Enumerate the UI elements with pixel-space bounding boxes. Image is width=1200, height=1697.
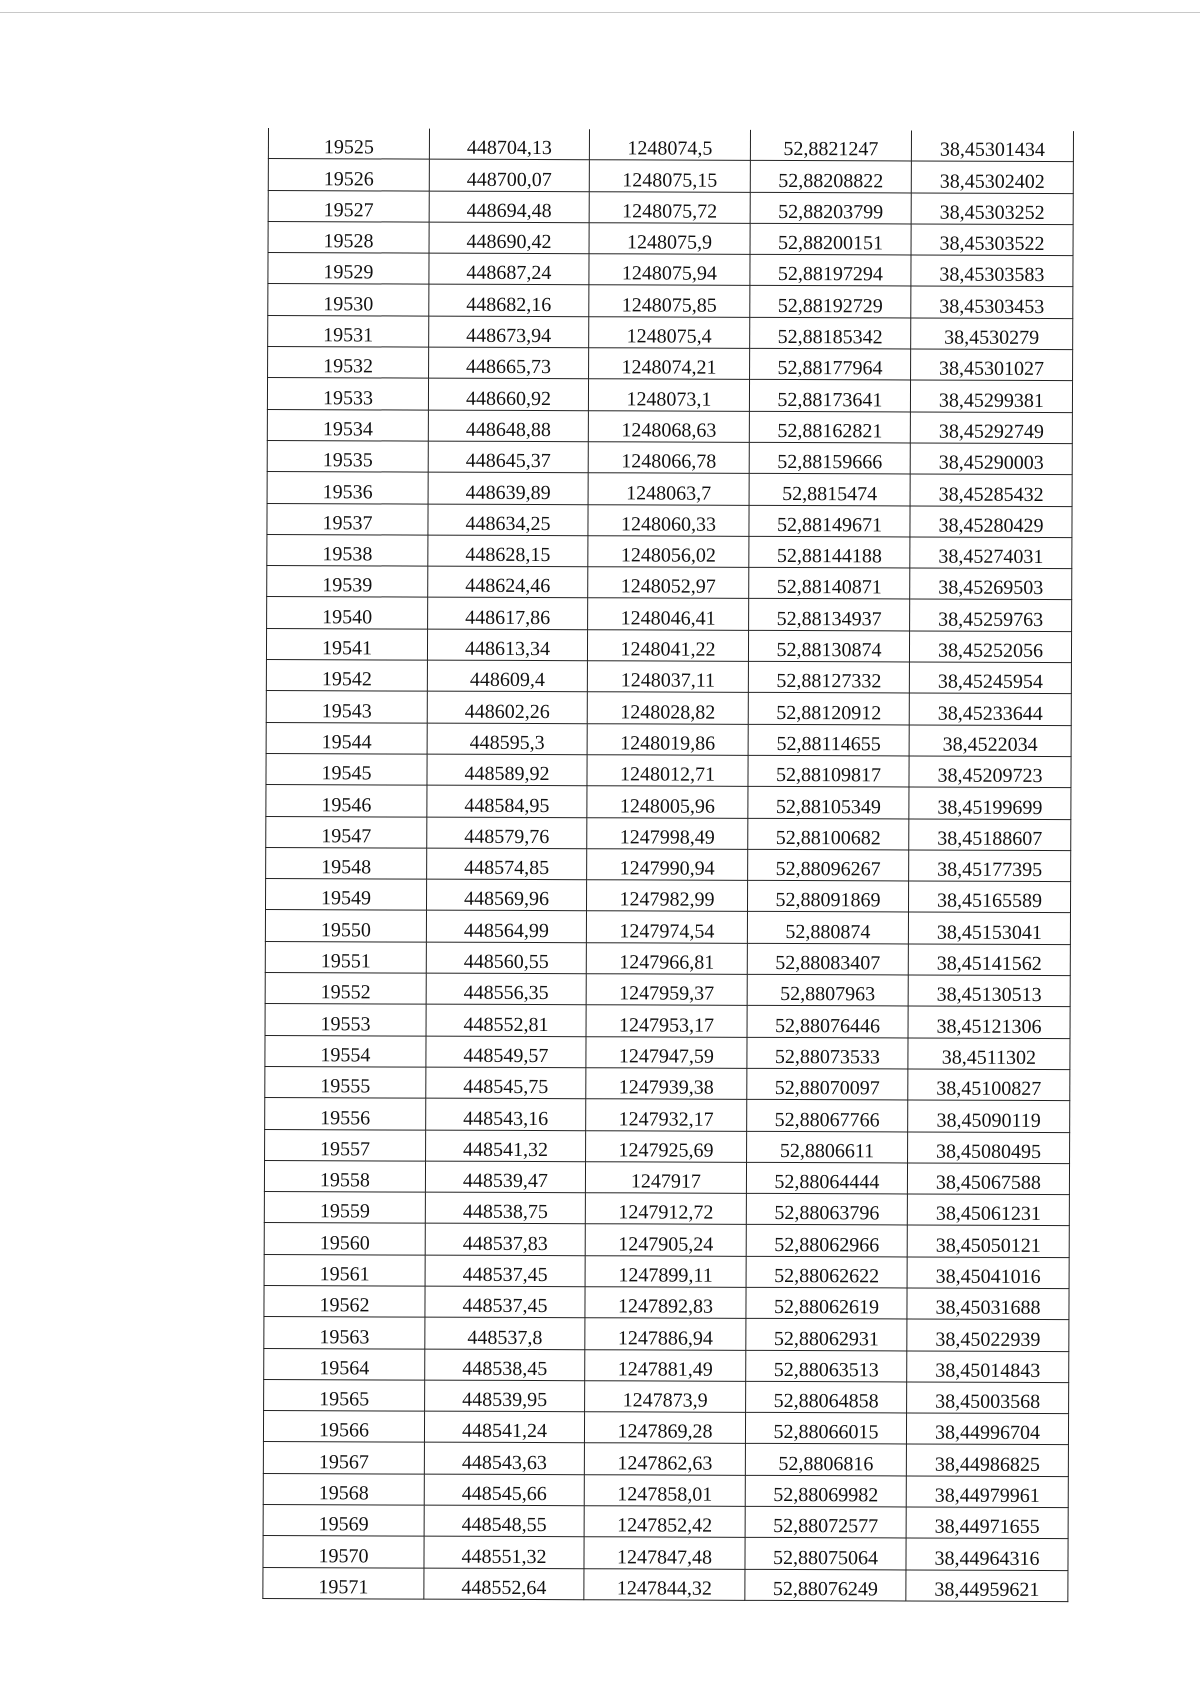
table-cell: 448552,64 (424, 1568, 584, 1600)
table-cell: 19549 (265, 879, 426, 911)
table-cell: 38,44979961 (906, 1476, 1068, 1508)
table-cell: 448545,75 (426, 1067, 586, 1099)
table-cell: 38,45269503 (910, 568, 1072, 600)
table-cell: 52,8806816 (745, 1444, 906, 1476)
table-cell: 38,45014843 (907, 1351, 1069, 1383)
table-cell: 448564,99 (426, 911, 586, 943)
table-cell: 448539,47 (425, 1161, 585, 1193)
table-cell: 19558 (264, 1160, 425, 1192)
table-cell: 52,88063513 (746, 1350, 907, 1382)
table-cell: 1247912,72 (585, 1193, 746, 1225)
table-cell: 52,88144188 (749, 536, 910, 568)
table-cell: 38,45301027 (911, 349, 1073, 381)
table-cell: 19545 (266, 753, 427, 785)
table-cell: 52,88083407 (747, 943, 908, 975)
table-cell: 19554 (265, 1035, 426, 1067)
table-cell: 52,88109817 (748, 755, 909, 787)
table-row (263, 1442, 1068, 1476)
table-row (264, 1285, 1069, 1319)
table-cell: 19562 (264, 1285, 425, 1317)
table-cell: 38,45233644 (909, 693, 1071, 725)
table-cell: 52,88073533 (747, 1037, 908, 1069)
table-cell: 38,45090119 (908, 1100, 1070, 1132)
table-cell: 19534 (267, 409, 428, 441)
table-row (267, 566, 1072, 600)
table-cell: 52,88070097 (747, 1068, 908, 1100)
table-cell: 52,8815474 (749, 474, 910, 506)
table-cell: 52,88067766 (747, 1100, 908, 1132)
table-row (266, 847, 1071, 881)
table-cell: 38,45100827 (908, 1069, 1070, 1101)
table-cell: 38,44971655 (906, 1507, 1068, 1539)
table-row (267, 409, 1072, 443)
table-cell: 19561 (264, 1254, 425, 1286)
table-row (268, 190, 1073, 224)
table-cell: 1248075,4 (589, 317, 750, 349)
table-cell: 448628,15 (428, 535, 588, 567)
table-cell: 52,88120912 (748, 693, 909, 725)
table-cell: 19556 (265, 1098, 426, 1130)
table-cell: 19546 (266, 785, 427, 817)
table-cell: 38,45141562 (908, 944, 1070, 976)
table-cell: 19569 (263, 1505, 424, 1537)
table-cell: 1248012,71 (587, 755, 748, 787)
table-cell: 52,88062931 (746, 1319, 907, 1351)
table-cell: 19529 (268, 253, 429, 285)
table-row (266, 628, 1071, 662)
table-cell: 52,88203799 (750, 192, 911, 224)
table-cell: 448538,75 (425, 1192, 585, 1224)
table-cell: 19548 (266, 847, 427, 879)
table-cell: 19567 (263, 1442, 424, 1474)
table-cell: 52,88066015 (745, 1413, 906, 1445)
table-row (265, 941, 1070, 975)
table-cell: 448569,96 (426, 879, 586, 911)
table-cell: 1248063,7 (588, 473, 749, 505)
table-cell: 1248037,11 (587, 661, 748, 693)
table-cell: 1247873,9 (585, 1381, 746, 1413)
table-cell: 19560 (264, 1223, 425, 1255)
table-row (266, 722, 1071, 756)
table-cell: 38,44959621 (906, 1570, 1068, 1602)
table-cell: 1248019,86 (587, 723, 748, 755)
table-cell: 448617,86 (428, 598, 588, 630)
table-cell: 38,45285432 (910, 474, 1072, 506)
table-cell: 38,45280429 (910, 506, 1072, 538)
table-cell: 52,88185342 (750, 317, 911, 349)
table-cell: 19533 (267, 378, 428, 410)
table-cell: 52,88134937 (749, 599, 910, 631)
table-cell: 38,45303583 (911, 255, 1073, 287)
table-cell: 448574,85 (427, 848, 587, 880)
table-cell: 52,88091869 (747, 880, 908, 912)
table-cell: 38,45022939 (907, 1319, 1069, 1351)
table-cell: 448613,34 (427, 629, 587, 661)
table-cell: 448602,26 (427, 691, 587, 723)
table-cell: 19525 (268, 128, 429, 159)
table-cell: 19555 (265, 1066, 426, 1098)
table-cell: 19530 (268, 284, 429, 316)
table-cell: 19568 (263, 1473, 424, 1505)
table-cell: 1247881,49 (585, 1349, 746, 1381)
table-row (264, 1348, 1069, 1382)
table-row (263, 1536, 1068, 1570)
table-cell: 38,44986825 (906, 1444, 1068, 1476)
table-cell: 448700,07 (429, 159, 589, 191)
table-cell: 52,88197294 (750, 255, 911, 287)
table-row (267, 378, 1072, 412)
table-cell: 1248074,21 (589, 348, 750, 380)
table-cell: 38,45301434 (911, 130, 1073, 161)
table-cell: 19557 (265, 1129, 426, 1161)
table-row (263, 1567, 1068, 1601)
table-cell: 38,45245954 (909, 662, 1071, 694)
table-row (267, 440, 1072, 474)
table-cell: 52,880874 (747, 912, 908, 944)
table-cell: 52,88162821 (749, 411, 910, 443)
table-cell: 1248005,96 (587, 786, 748, 818)
table-cell: 38,45209723 (909, 756, 1071, 788)
table-cell: 52,88173641 (749, 380, 910, 412)
table-cell: 52,88072577 (745, 1506, 906, 1538)
table-cell: 19565 (264, 1379, 425, 1411)
table-cell: 1247966,81 (586, 942, 747, 974)
table-cell: 1248075,15 (589, 160, 750, 192)
table-cell: 448595,3 (427, 723, 587, 755)
scan-edge-line (0, 12, 1200, 13)
table-row (267, 534, 1072, 568)
table-cell: 19537 (267, 503, 428, 535)
table-cell: 1247862,63 (584, 1443, 745, 1475)
table-row (265, 1098, 1070, 1132)
table-cell: 448537,45 (425, 1255, 585, 1287)
table-cell: 19544 (266, 722, 427, 754)
table-cell: 38,45274031 (910, 537, 1072, 569)
table-cell: 448548,55 (424, 1505, 584, 1537)
table-cell: 38,45302402 (911, 161, 1073, 193)
table-cell: 52,88140871 (749, 568, 910, 600)
table-row (263, 1473, 1068, 1507)
table-cell: 19543 (266, 691, 427, 723)
table-cell: 52,88062966 (746, 1225, 907, 1257)
table-cell: 38,45003568 (907, 1382, 1069, 1414)
table-cell: 1248046,41 (588, 598, 749, 630)
table-row (267, 503, 1072, 537)
table-cell: 1248075,94 (589, 254, 750, 286)
table-row (265, 879, 1070, 913)
table-cell: 448660,92 (428, 378, 588, 410)
table-cell: 19542 (266, 660, 427, 692)
table-cell: 38,45067588 (907, 1163, 1069, 1195)
table-cell: 38,45292749 (910, 412, 1072, 444)
table-cell: 52,88076249 (745, 1569, 906, 1601)
table-row (264, 1317, 1069, 1351)
table-cell: 448624,46 (428, 566, 588, 598)
table-body (263, 128, 1074, 1602)
table-row (266, 691, 1071, 725)
table-cell: 1247947,59 (586, 1036, 747, 1068)
table-cell: 19527 (268, 190, 429, 222)
table-row (268, 128, 1073, 162)
table-cell: 38,45130513 (908, 975, 1070, 1007)
table-cell: 448687,24 (429, 253, 589, 285)
table-cell: 19528 (268, 221, 429, 253)
table-row (263, 1505, 1068, 1539)
table-row (264, 1254, 1069, 1288)
table-cell: 1248074,5 (589, 129, 750, 160)
table-cell: 1247998,49 (587, 817, 748, 849)
table-cell: 52,88105349 (748, 787, 909, 819)
table-cell: 19531 (268, 315, 429, 347)
table-cell: 38,45041016 (907, 1257, 1069, 1289)
table-cell: 448589,92 (427, 754, 587, 786)
table-cell: 38,4511302 (908, 1038, 1070, 1070)
table-cell: 19552 (265, 973, 426, 1005)
table-cell: 448551,32 (424, 1536, 584, 1568)
table-cell: 38,45259763 (910, 599, 1072, 631)
table-cell: 19526 (268, 159, 429, 191)
table-cell: 1248066,78 (588, 442, 749, 474)
table-cell: 38,45199699 (909, 787, 1071, 819)
table-cell: 38,44996704 (906, 1413, 1068, 1445)
table-row (267, 597, 1072, 631)
table-cell: 1247959,37 (586, 974, 747, 1006)
table-cell: 38,45121306 (908, 1006, 1070, 1038)
table-cell: 38,45050121 (907, 1225, 1069, 1257)
table-row (265, 1066, 1070, 1100)
table-cell: 1247932,17 (586, 1099, 747, 1131)
table-cell: 38,45299381 (910, 380, 1072, 412)
table-cell: 448694,48 (429, 191, 589, 223)
table-cell: 1247917 (585, 1162, 746, 1194)
table-row (268, 221, 1073, 255)
table-cell: 52,88114655 (748, 724, 909, 756)
table-cell: 448665,73 (429, 347, 589, 379)
table-cell: 52,8807963 (747, 974, 908, 1006)
table-cell: 52,88200151 (750, 223, 911, 255)
table-row (266, 753, 1071, 787)
table-cell: 19550 (265, 910, 426, 942)
table-cell: 19566 (263, 1411, 424, 1443)
table-cell: 1248041,22 (587, 629, 748, 661)
table-cell: 38,45080495 (908, 1131, 1070, 1163)
table-row (265, 1129, 1070, 1163)
table-cell: 448537,8 (425, 1317, 585, 1349)
table-cell: 52,88208822 (750, 161, 911, 193)
table-cell: 38,44964316 (906, 1538, 1068, 1570)
table-row (266, 816, 1071, 850)
table-cell: 448579,76 (427, 817, 587, 849)
table-cell: 448539,95 (425, 1380, 585, 1412)
table-cell: 1248068,63 (588, 410, 749, 442)
coordinates-table (262, 128, 1074, 1602)
table-cell: 1248052,97 (588, 567, 749, 599)
table-cell: 1247899,11 (585, 1255, 746, 1287)
table-cell: 448704,13 (429, 129, 589, 160)
table-cell: 52,8806611 (747, 1131, 908, 1163)
table-cell: 1247892,83 (585, 1287, 746, 1319)
table-cell: 52,8821247 (750, 130, 911, 161)
table-cell: 52,88177964 (750, 348, 911, 380)
table-cell: 38,4530279 (911, 318, 1073, 350)
table-row (265, 1035, 1070, 1069)
table-cell: 448538,45 (425, 1349, 585, 1381)
table-row (264, 1192, 1069, 1226)
table-row (267, 472, 1072, 506)
table-cell: 448560,55 (426, 942, 586, 974)
table-row (264, 1223, 1069, 1257)
table-cell: 38,45031688 (907, 1288, 1069, 1320)
table-row (268, 315, 1073, 349)
table-cell: 1247844,32 (584, 1568, 745, 1600)
table-cell: 448537,45 (425, 1286, 585, 1318)
table-cell: 448634,25 (428, 504, 588, 536)
table-cell: 1247953,17 (586, 1005, 747, 1037)
table-row (264, 1379, 1069, 1413)
table-row (268, 253, 1073, 287)
table-cell: 448541,32 (426, 1130, 586, 1162)
table-cell: 19551 (265, 941, 426, 973)
table-cell: 448537,83 (425, 1224, 585, 1256)
table-row (266, 785, 1071, 819)
table-cell: 1247869,28 (584, 1412, 745, 1444)
table-row (266, 660, 1071, 694)
table-cell: 1247886,94 (585, 1318, 746, 1350)
table-cell: 52,88096267 (748, 849, 909, 881)
table-cell: 38,45290003 (910, 443, 1072, 475)
table-cell: 38,45153041 (908, 912, 1070, 944)
table-cell: 448682,16 (429, 285, 589, 317)
table-cell: 38,45303453 (911, 286, 1073, 318)
table-cell: 38,45177395 (909, 850, 1071, 882)
table-cell: 1248073,1 (588, 379, 749, 411)
table-cell: 448543,63 (424, 1443, 584, 1475)
table-cell: 448549,57 (426, 1036, 586, 1068)
table-cell: 19547 (266, 816, 427, 848)
table-cell: 19540 (267, 597, 428, 629)
table-cell: 1248075,9 (589, 223, 750, 255)
table-cell: 1247925,69 (586, 1130, 747, 1162)
table-row (268, 159, 1073, 193)
table-cell: 19553 (265, 1004, 426, 1036)
table-cell: 52,88100682 (748, 818, 909, 850)
table-cell: 52,88064444 (746, 1162, 907, 1194)
table-cell: 19570 (263, 1536, 424, 1568)
table-cell: 52,88149671 (749, 505, 910, 537)
table-cell: 1248075,72 (589, 191, 750, 223)
table-cell: 1247847,48 (584, 1537, 745, 1569)
table-cell: 19571 (263, 1567, 424, 1599)
table-cell: 1247982,99 (586, 880, 747, 912)
table-cell: 19538 (267, 534, 428, 566)
table-cell: 448609,4 (427, 660, 587, 692)
table-row (264, 1160, 1069, 1194)
table-cell: 448648,88 (428, 410, 588, 442)
table-cell: 19535 (267, 440, 428, 472)
table-cell: 448556,35 (426, 973, 586, 1005)
table-cell: 38,4522034 (909, 725, 1071, 757)
table-cell: 448541,24 (424, 1411, 584, 1443)
table-row (265, 910, 1070, 944)
table-cell: 52,88063796 (746, 1193, 907, 1225)
table-cell: 448543,16 (426, 1098, 586, 1130)
table-cell: 52,88062622 (746, 1256, 907, 1288)
table-cell: 52,88159666 (749, 442, 910, 474)
table-cell: 448545,66 (424, 1474, 584, 1506)
table-cell: 52,88075064 (745, 1538, 906, 1570)
table-cell: 1247852,42 (584, 1506, 745, 1538)
table-cell: 38,45252056 (909, 631, 1071, 663)
table-cell: 38,45303522 (911, 224, 1073, 256)
table-cell: 19536 (267, 472, 428, 504)
table-cell: 38,45061231 (907, 1194, 1069, 1226)
table-cell: 448639,89 (428, 472, 588, 504)
table-cell: 1248060,33 (588, 504, 749, 536)
table-cell: 1247939,38 (586, 1068, 747, 1100)
table-cell: 38,45165589 (908, 881, 1070, 913)
table-cell: 1247905,24 (585, 1224, 746, 1256)
table-cell: 19563 (264, 1317, 425, 1349)
table-cell: 1248028,82 (587, 692, 748, 724)
table-cell: 19532 (268, 347, 429, 379)
table-row (265, 973, 1070, 1007)
table-cell: 19559 (264, 1192, 425, 1224)
table-cell: 52,88192729 (750, 286, 911, 318)
table-cell: 52,88069982 (745, 1475, 906, 1507)
table-cell: 1248075,85 (589, 285, 750, 317)
table-cell: 448552,81 (426, 1004, 586, 1036)
table-cell: 1247858,01 (584, 1474, 745, 1506)
table-cell: 448673,94 (429, 316, 589, 348)
table-cell: 38,45303252 (911, 193, 1073, 225)
table-cell: 52,88064858 (746, 1381, 907, 1413)
table-row (263, 1411, 1068, 1445)
table-cell: 448584,95 (427, 785, 587, 817)
table-cell: 1247990,94 (587, 849, 748, 881)
table-cell: 52,88127332 (748, 661, 909, 693)
table-cell: 448690,42 (429, 222, 589, 254)
table-row (268, 347, 1073, 381)
table-cell: 52,88062619 (746, 1287, 907, 1319)
table-cell: 52,88076446 (747, 1006, 908, 1038)
table-cell: 448645,37 (428, 441, 588, 473)
table-cell: 38,45188607 (909, 818, 1071, 850)
coordinates-table-container (262, 128, 1073, 1602)
table-row (265, 1004, 1070, 1038)
table-cell: 52,88130874 (748, 630, 909, 662)
table-cell: 1247974,54 (586, 911, 747, 943)
table-cell: 19539 (267, 566, 428, 598)
table-row (268, 284, 1073, 318)
table-cell: 19564 (264, 1348, 425, 1380)
table-cell: 1248056,02 (588, 536, 749, 568)
table-cell: 19541 (266, 628, 427, 660)
